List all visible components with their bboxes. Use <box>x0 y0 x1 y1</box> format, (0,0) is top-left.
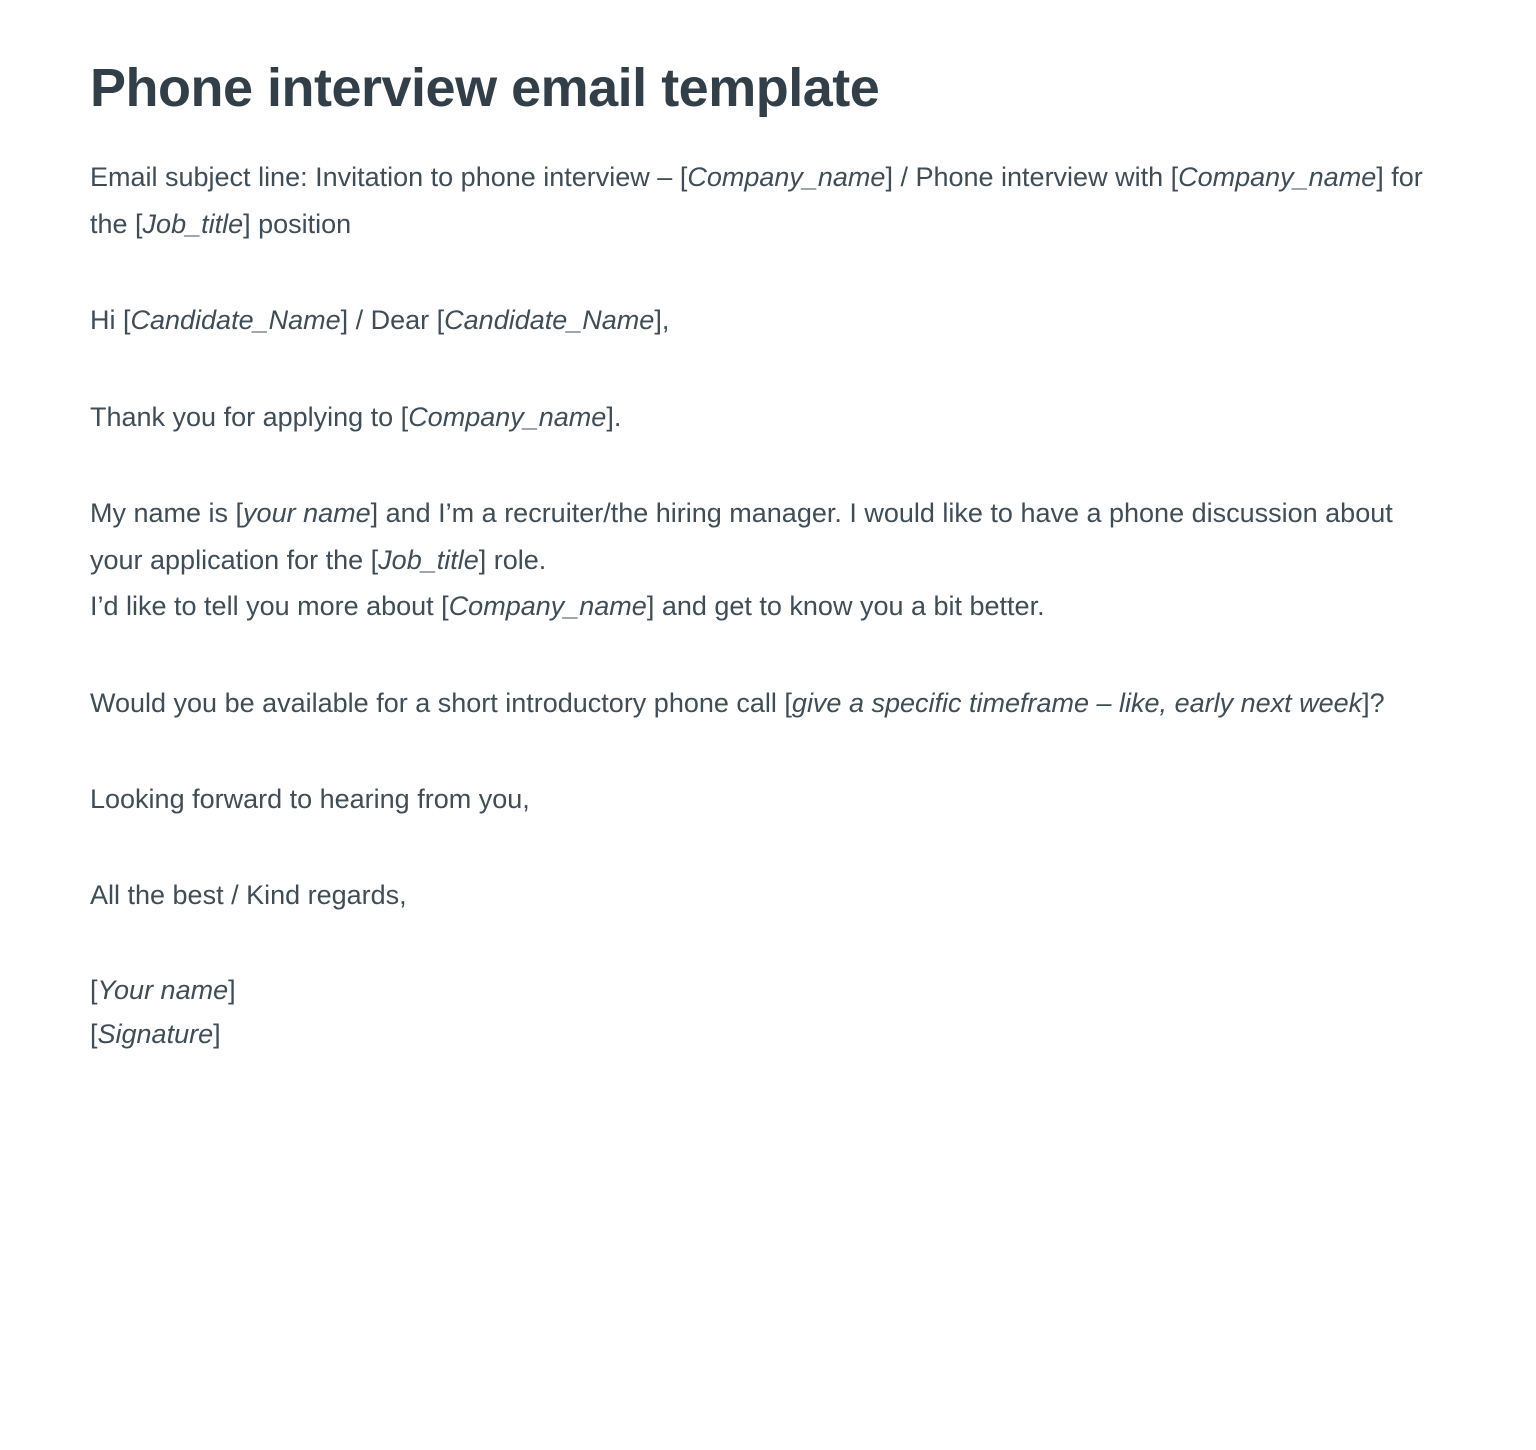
signature-prefix: [ <box>90 1018 98 1049</box>
placeholder-candidate-name: Candidate_Name <box>444 305 655 336</box>
subject-line-middle-1: ] / Phone interview with [ <box>885 162 1179 193</box>
greeting-suffix: ], <box>654 305 670 336</box>
subject-line-suffix: ] position <box>243 208 352 239</box>
placeholder-your-name: Your name <box>97 974 229 1005</box>
availability-suffix: ]? <box>1362 687 1385 718</box>
signoff-line: All the best / Kind regards, <box>90 880 407 911</box>
placeholder-candidate-name: Candidate_Name <box>130 305 341 336</box>
placeholder-timeframe: give a specific timeframe – like, early next week <box>791 687 1363 718</box>
placeholder-company-name: Company_name <box>687 162 886 193</box>
thanks-suffix: ]. <box>606 401 622 432</box>
subject-line-middle-2: ] for the [ <box>90 162 1423 239</box>
your-name-prefix: [ <box>90 974 98 1005</box>
closing-line: Looking forward to hearing from you, <box>90 783 530 814</box>
intro-suffix: ] role. <box>478 544 547 575</box>
intro-prefix: My name is [ <box>90 498 244 529</box>
availability-prefix: Would you be available for a short introductory phone call [ <box>90 687 792 718</box>
subject-line-prefix: Email subject line: Invitation to phone interview – [ <box>90 162 688 193</box>
intro-second-suffix: ] and get to know you a bit better. <box>646 591 1045 622</box>
greeting-line <box>90 297 1440 343</box>
thanks-paragraph <box>90 394 1440 440</box>
greeting-middle: ] / Dear [ <box>340 305 445 336</box>
placeholder-job-title: Job_title <box>378 544 479 575</box>
availability-paragraph <box>90 680 1440 726</box>
page-title: Phone interview email template <box>90 58 880 118</box>
your-name-line <box>90 969 1440 1013</box>
placeholder-job-title: Job_title <box>142 208 244 239</box>
intro-middle: ] and I’m a recruiter/the hiring manager. I would like to have a phone discussion about your application for the [ <box>90 498 1393 575</box>
greeting-prefix: Hi [ <box>90 305 131 336</box>
email-subject-line <box>90 154 1440 247</box>
intro-second-line <box>90 583 1440 629</box>
placeholder-signature: Signature <box>97 1018 214 1049</box>
signature-line <box>90 1013 1440 1057</box>
your-name-suffix: ] <box>228 974 236 1005</box>
thanks-prefix: Thank you for applying to [ <box>90 401 409 432</box>
placeholder-your-name: your name <box>243 498 371 529</box>
intro-paragraph <box>90 490 1440 583</box>
placeholder-company-name: Company_name <box>408 401 607 432</box>
placeholder-company-name: Company_name <box>448 591 647 622</box>
signature-suffix: ] <box>213 1018 221 1049</box>
intro-second-prefix: I’d like to tell you more about [ <box>90 591 449 622</box>
placeholder-company-name: Company_name <box>1178 162 1377 193</box>
